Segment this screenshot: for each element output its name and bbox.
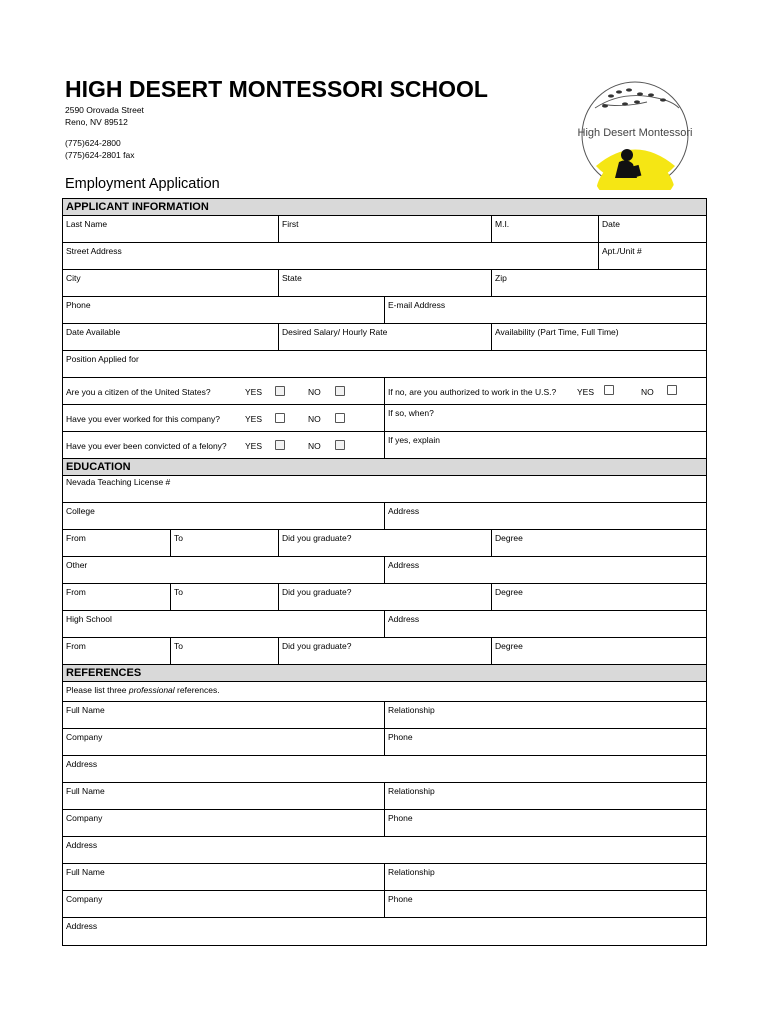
- zip-field[interactable]: [491, 270, 706, 296]
- citizen-row: [63, 378, 706, 405]
- citizen-no-checkbox[interactable]: [335, 386, 345, 396]
- ref1-company-row: [63, 729, 706, 756]
- logo-text: High Desert Montessori: [577, 127, 693, 139]
- ref2-company-row: [63, 810, 706, 837]
- education-section-heading: EDUCATION: [63, 459, 706, 476]
- college-dates-row: [63, 530, 706, 557]
- ref1-name-row: [63, 702, 706, 729]
- other-label: Other: [66, 560, 88, 570]
- ref3-company-row: [63, 891, 706, 918]
- high-school-address-field[interactable]: [384, 611, 706, 637]
- college-graduate-label: Did you graduate?: [282, 533, 352, 543]
- ref3-address-field[interactable]: [63, 918, 706, 945]
- date-label: Date: [602, 219, 620, 229]
- college-address-label: Address: [388, 506, 420, 516]
- high-school-address-label: Address: [388, 614, 420, 624]
- last-name-label: Last Name: [66, 219, 108, 229]
- worked-question: Have you ever worked for this company?: [66, 414, 221, 424]
- address-row: [63, 243, 706, 270]
- email-label: E-mail Address: [388, 300, 446, 310]
- references-note: Please list three professional references.: [66, 685, 220, 695]
- college-degree-field[interactable]: [491, 530, 706, 556]
- date-available-field[interactable]: [63, 324, 278, 350]
- other-to-field[interactable]: [170, 584, 278, 610]
- other-row: [63, 557, 706, 584]
- ref2-phone-field[interactable]: [384, 810, 706, 836]
- other-to-label: To: [174, 587, 183, 597]
- zip-label: Zip: [495, 273, 507, 283]
- ref1-full-name-label: Full Name: [66, 705, 105, 715]
- ref2-full-name-label: Full Name: [66, 786, 105, 796]
- felony-row: [63, 432, 706, 459]
- availability-label: Availability (Part Time, Full Time): [495, 327, 619, 337]
- ref3-full-name-label: Full Name: [66, 867, 105, 877]
- ref1-company-field[interactable]: [63, 729, 384, 755]
- ref3-phone-field[interactable]: [384, 891, 706, 917]
- other-graduate-field[interactable]: [278, 584, 491, 610]
- street-address-label: Street Address: [66, 246, 122, 256]
- contact-row: [63, 297, 706, 324]
- mi-field[interactable]: [491, 216, 598, 242]
- ref3-name-row: [63, 864, 706, 891]
- college-from-label: From: [66, 533, 86, 543]
- date-field[interactable]: [598, 216, 706, 242]
- high-school-row: [63, 611, 706, 638]
- ref3-phone-label: Phone: [388, 894, 413, 904]
- citizen-question: Are you a citizen of the United States?: [66, 387, 211, 397]
- authorized-yes-checkbox[interactable]: [604, 385, 614, 395]
- high-school-dates-row: [63, 638, 706, 665]
- worked-no-label: NO: [308, 414, 321, 424]
- ref1-relationship-field[interactable]: [384, 702, 706, 728]
- felony-yes-label: YES: [245, 441, 263, 451]
- ref1-phone-field[interactable]: [384, 729, 706, 755]
- ref3-address-row: [63, 918, 706, 945]
- school-city: Reno, NV 89512: [65, 117, 128, 127]
- felony-explain-field[interactable]: [384, 432, 706, 458]
- authorized-yes-label: YES: [577, 387, 595, 397]
- state-field[interactable]: [278, 270, 491, 296]
- hs-from-field[interactable]: [63, 638, 170, 664]
- authorized-no-label: NO: [641, 387, 654, 397]
- if-so-when-label: If so, when?: [388, 408, 434, 418]
- felony-no-checkbox[interactable]: [335, 440, 345, 450]
- applicant-section-heading: APPLICANT INFORMATION: [63, 199, 706, 216]
- city-label: City: [66, 273, 81, 283]
- first-name-label: First: [282, 219, 299, 229]
- school-name: HIGH DESERT MONTESSORI SCHOOL: [65, 76, 488, 102]
- felony-no-label: NO: [308, 441, 321, 451]
- other-dates-row: [63, 584, 706, 611]
- name-row: [63, 216, 706, 243]
- email-field[interactable]: [384, 297, 706, 323]
- other-degree-label: Degree: [495, 587, 523, 597]
- city-field[interactable]: [63, 270, 278, 296]
- ref2-relationship-field[interactable]: [384, 783, 706, 809]
- citizen-yes-label: YES: [245, 387, 263, 397]
- ref2-relationship-label: Relationship: [388, 786, 435, 796]
- worked-yes-label: YES: [245, 414, 263, 424]
- authorized-question: If no, are you authorized to work in the U.S.?: [388, 387, 557, 397]
- ref1-full-name-field[interactable]: [63, 702, 384, 728]
- other-from-field[interactable]: [63, 584, 170, 610]
- college-from-field[interactable]: [63, 530, 170, 556]
- high-school-field[interactable]: [63, 611, 384, 637]
- felony-question: Have you ever been convicted of a felony?: [66, 441, 227, 451]
- street-address-field[interactable]: [63, 243, 598, 269]
- ref2-name-row: [63, 783, 706, 810]
- ref3-address-label: Address: [66, 921, 98, 931]
- ref1-relationship-label: Relationship: [388, 705, 435, 715]
- ref2-full-name-field[interactable]: [63, 783, 384, 809]
- school-street: 2590 Orovada Street: [65, 105, 144, 115]
- ref2-address-row: [63, 837, 706, 864]
- ref1-address-label: Address: [66, 759, 98, 769]
- other-degree-field[interactable]: [491, 584, 706, 610]
- position-label: Position Applied for: [66, 354, 139, 364]
- school-phone: (775)624-2800: [65, 138, 121, 148]
- references-note-row: [63, 682, 706, 702]
- desired-salary-field[interactable]: [278, 324, 491, 350]
- worked-yes-checkbox[interactable]: [275, 413, 285, 423]
- ref3-company-label: Company: [66, 894, 103, 904]
- hs-graduate-field[interactable]: [278, 638, 491, 664]
- college-graduate-field[interactable]: [278, 530, 491, 556]
- college-to-field[interactable]: [170, 530, 278, 556]
- other-field[interactable]: [63, 557, 384, 583]
- citizen-no-label: NO: [308, 387, 321, 397]
- availability-row: [63, 324, 706, 351]
- hs-to-label: To: [174, 641, 183, 651]
- worked-row: [63, 405, 706, 432]
- high-school-label: High School: [66, 614, 112, 624]
- college-to-label: To: [174, 533, 183, 543]
- references-section-heading: REFERENCES: [63, 665, 706, 682]
- college-row: [63, 503, 706, 530]
- availability-field[interactable]: [491, 324, 706, 350]
- ref1-address-field[interactable]: [63, 756, 706, 782]
- college-field[interactable]: [63, 503, 384, 529]
- phone-field[interactable]: [63, 297, 384, 323]
- license-label: Nevada Teaching License #: [66, 477, 171, 487]
- ref2-phone-label: Phone: [388, 813, 413, 823]
- ref2-address-label: Address: [66, 840, 98, 850]
- other-address-field[interactable]: [384, 557, 706, 583]
- hs-from-label: From: [66, 641, 86, 651]
- authorized-field: [384, 378, 706, 404]
- license-field[interactable]: [63, 476, 706, 502]
- ref2-company-field[interactable]: [63, 810, 384, 836]
- ref3-relationship-field[interactable]: [384, 864, 706, 890]
- license-row: [63, 476, 706, 503]
- apt-unit-label: Apt./Unit #: [602, 246, 642, 256]
- state-label: State: [282, 273, 302, 283]
- felony-yes-checkbox[interactable]: [275, 440, 285, 450]
- ref3-relationship-label: Relationship: [388, 867, 435, 877]
- other-address-label: Address: [388, 560, 420, 570]
- authorized-no-checkbox[interactable]: [667, 385, 677, 395]
- position-field[interactable]: [63, 351, 706, 377]
- worked-when-field[interactable]: [384, 405, 706, 431]
- apt-unit-field[interactable]: [598, 243, 706, 269]
- if-yes-explain-label: If yes, explain: [388, 435, 440, 445]
- position-row: [63, 351, 706, 378]
- form-title: Employment Application: [65, 176, 220, 192]
- citizen-yes-checkbox[interactable]: [275, 386, 285, 396]
- first-name-field[interactable]: [278, 216, 491, 242]
- ref1-address-row: [63, 756, 706, 783]
- college-label: College: [66, 506, 95, 516]
- ref3-company-field[interactable]: [63, 891, 384, 917]
- hs-graduate-label: Did you graduate?: [282, 641, 352, 651]
- desired-salary-label: Desired Salary/ Hourly Rate: [282, 327, 388, 337]
- college-degree-label: Degree: [495, 533, 523, 543]
- ref2-company-label: Company: [66, 813, 103, 823]
- worked-no-checkbox[interactable]: [335, 413, 345, 423]
- last-name-field[interactable]: [63, 216, 278, 242]
- other-from-label: From: [66, 587, 86, 597]
- ref1-phone-label: Phone: [388, 732, 413, 742]
- city-row: [63, 270, 706, 297]
- school-logo: [567, 78, 704, 190]
- phone-label: Phone: [66, 300, 91, 310]
- date-available-label: Date Available: [66, 327, 121, 337]
- ref1-company-label: Company: [66, 732, 103, 742]
- school-fax: (775)624-2801 fax: [65, 150, 135, 160]
- ref3-full-name-field[interactable]: [63, 864, 384, 890]
- mi-label: M.I.: [495, 219, 510, 229]
- college-address-field[interactable]: [384, 503, 706, 529]
- ref2-address-field[interactable]: [63, 837, 706, 863]
- hs-degree-label: Degree: [495, 641, 523, 651]
- hs-degree-field[interactable]: [491, 638, 706, 664]
- hs-to-field[interactable]: [170, 638, 278, 664]
- other-graduate-label: Did you graduate?: [282, 587, 352, 597]
- employment-form: [62, 198, 707, 946]
